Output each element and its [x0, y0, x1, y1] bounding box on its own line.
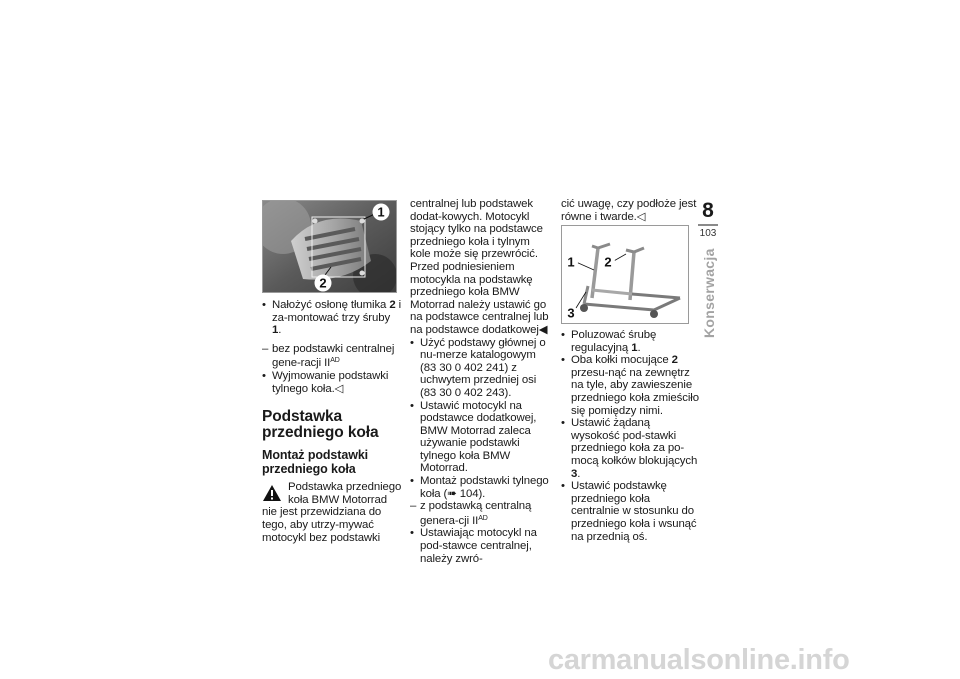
list-item: – bez podstawki centralnej gene-racji $II^{AD}$ [262, 343, 402, 370]
list-item: – z podstawką centralną genera-cji $II^{AD}$ [410, 500, 550, 527]
list-item: • Nałożyć osłonę tłumika 2 i za-montować trzy śruby 1. [262, 299, 402, 337]
list-item: • Ustawić motocykl na podstawce dodatkowej, BMW Motorrad zaleca używanie podstawki tylnego koła BMW Motorrad. [410, 400, 550, 476]
page-number: 103 [699, 228, 717, 239]
front-wheel-stand-illustration [562, 226, 689, 324]
muffler-cover-figure [262, 200, 397, 293]
list-item: • Ustawić podstawkę przedniego koła centralnie w stosunku do przedniego koła i wsunąć na przednią oś. [561, 480, 701, 543]
subsection-heading: Montaż podstawki przedniego koła [262, 448, 369, 477]
column-3-bottom [561, 329, 701, 543]
list-item: • Użyć podstawy głównej o nu-merze katalogowym (83 30 0 402 241) z uchwytem przedniej osi (83 30 0 402 243). [410, 337, 550, 400]
list-item: • Poluzować śrubę regulacyjną 1. [561, 329, 701, 354]
column-2 [410, 198, 550, 565]
list-item: • Montaż podstawki tylnego koła (➠ 104). [410, 475, 550, 500]
list-item: • Oba kołki mocujące 2 przesu-nąć na zewnętrz na tyle, aby zawieszenie przedniego koła zmieściło się pomiędzy nimi. [561, 354, 701, 417]
figure1-label-2: 2 [319, 275, 327, 291]
section-title-vertical: Konserwacja [701, 248, 717, 338]
paragraph: cić uwagę, czy podłoże jest równe i twarde.◁ [561, 198, 697, 223]
watermark: carmanualsonline.info [548, 644, 850, 676]
section-heading: Podstawka przedniego koła [262, 408, 379, 442]
cross-reference-arrow-icon: ➠ [447, 487, 457, 500]
list-item: • Ustawić żądaną wysokość pod-stawki przedniego koła za po-mocą kołków blokujących 3. [561, 417, 701, 480]
chapter-marker [697, 199, 719, 240]
warning-paragraph: Podstawka przedniego koła BMW Motorrad nie jest przewidziana do tego, aby utrzy-mywać motocykl bez podstawki [262, 481, 402, 544]
figure2-label-3: 3 [567, 305, 575, 321]
chapter-number: 8 [702, 199, 714, 222]
muffler-cover-illustration [263, 201, 397, 293]
warning-icon [262, 484, 282, 506]
list-item: • Ustawiając motocykl na pod-stawce centralnej, należy zwró- [410, 527, 550, 565]
front-wheel-stand-figure [561, 225, 689, 324]
figure1-label-1: 1 [377, 204, 385, 220]
figure2-label-2: 2 [604, 254, 612, 270]
column-1 [262, 299, 402, 544]
figure2-label-1: 1 [567, 254, 575, 270]
paragraph: centralnej lub podstawek dodat-kowych. Motocykl stojący tylko na podstawce przedniego koła i tylnym kole może się przewrócić. Przed podniesieniem motocykla na podstawkę przedniego koła BMW Motorrad należy ustawić go na podstawce centralnej lub na podstawce dodatkowej◀ [410, 198, 549, 336]
chapter-divider [698, 224, 718, 226]
column-3-top [561, 198, 701, 223]
list-item: • Wyjmowanie podstawki tylnego koła.◁ [262, 370, 402, 395]
